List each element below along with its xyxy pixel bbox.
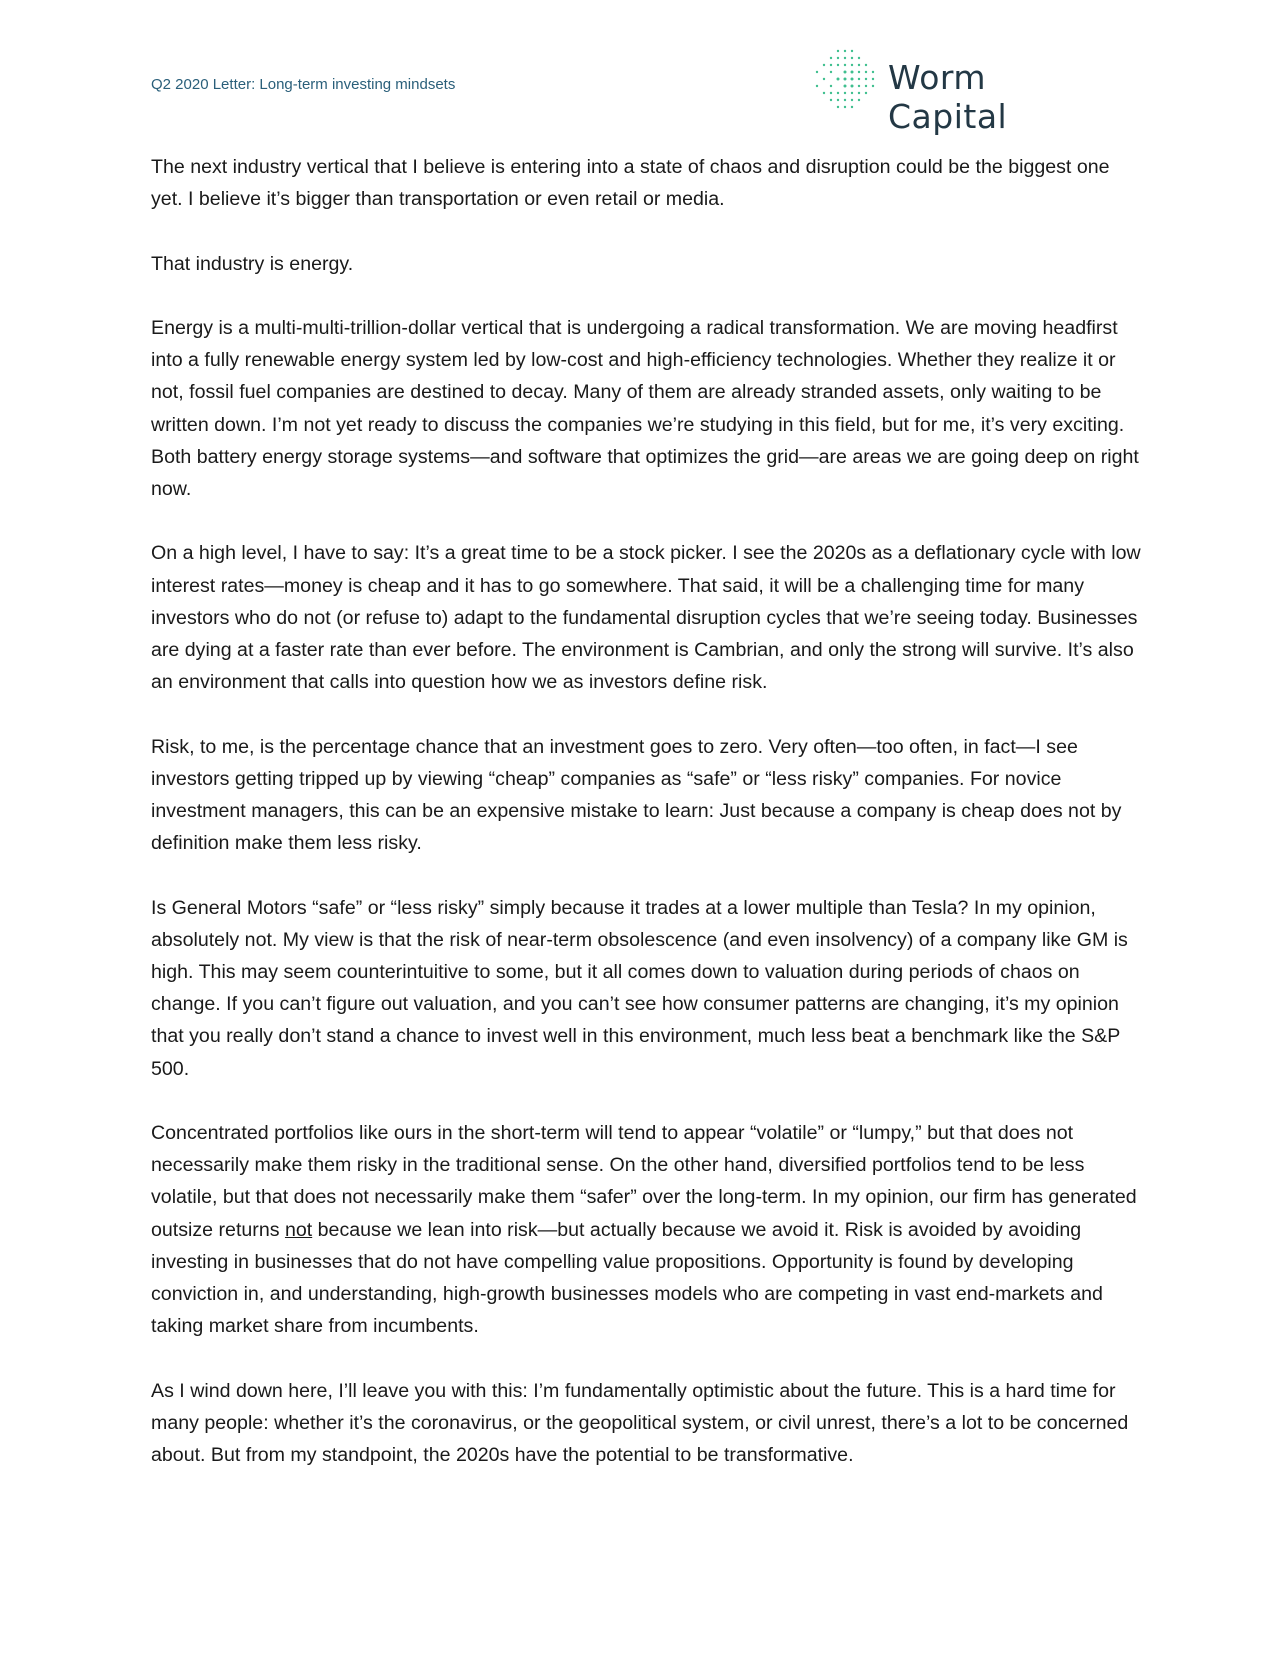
logo-dot	[823, 64, 825, 66]
logo-dot	[837, 92, 839, 94]
logo-dot	[858, 71, 860, 73]
logo-dot	[830, 57, 832, 59]
logo-dot	[872, 85, 874, 87]
logo-dot	[823, 92, 825, 94]
logo-dot	[837, 57, 839, 59]
logo-dot	[823, 78, 825, 80]
logo-dot	[858, 57, 860, 59]
letter-body	[151, 151, 1141, 1503]
logo-dot	[851, 71, 854, 74]
logo-dot	[830, 64, 832, 66]
text-segment: Concentrated portfolios like ours in the short-term will tend to appear “volatile” or “lumpy,” but that does not necessarily make them risky in the traditional sense. On the other hand, diversified portfolios tend to be less volatile, but that does not necessarily make them “safer” over the long-term. In my opinion, our firm has generated outsize returns	[151, 1122, 1137, 1241]
logo-dot	[851, 85, 854, 88]
paragraph-optimistic-future: As I wind down here, I’ll leave you with this: I’m fundamentally optimistic about the future. This is a hard time for many people: whether it’s the coronavirus, or the geopolitical system, or civil unrest, there’s a lot to be concerned about. But from my standpoint, the 2020s have the potential to be transformative.	[151, 1379, 1129, 1467]
underlined-word: not	[284, 1218, 313, 1241]
logo-dot	[837, 106, 839, 108]
logo-dot	[865, 64, 867, 66]
paragraph-risk-definition: Risk, to me, is the percentage chance that an investment goes to zero. Very often—too often, in fact—I see investors getting tripped up by viewing “cheap” companies as “safe” or “less risky” companies. For novice investment managers, this can be an expensive mistake to learn: Just because a company is cheap does not by definition make them less risky.	[151, 735, 1122, 855]
logo-dot	[851, 78, 854, 81]
logo-dot	[837, 50, 839, 52]
logo-dot	[830, 71, 832, 73]
logo-dot	[816, 85, 818, 87]
logo-dot	[872, 71, 874, 73]
logo-dot	[844, 64, 846, 66]
logo-dot	[830, 92, 832, 94]
text-segment: because we lean into risk—but actually because we avoid it. Risk is avoided by avoiding investing in businesses that do not have compelling value propositions. Opportunity is found by developing conviction in, and understanding, high-growth businesses models who are competing in vast end-markets and taking market share from incumbents.	[151, 1218, 1103, 1338]
logo-dot	[851, 99, 853, 101]
logo-dot	[844, 92, 846, 94]
logo-dot	[865, 78, 867, 80]
dotted-sphere-icon	[812, 46, 878, 112]
paragraph-concentrated-portfolios	[151, 1117, 1141, 1342]
logo-dot	[858, 92, 860, 94]
logo-text: Worm Capital	[888, 58, 1008, 136]
logo-dot	[837, 78, 840, 81]
logo-dot	[830, 85, 832, 87]
logo-dot	[865, 71, 867, 73]
logo-dot	[851, 64, 853, 66]
logo-dot	[837, 99, 839, 101]
document-title: Q2 2020 Letter: Long-term investing mindsets	[151, 76, 456, 93]
logo-dot	[851, 106, 853, 108]
logo-dot	[858, 99, 860, 101]
paragraph-energy-transformation: Energy is a multi-multi-trillion-dollar vertical that is undergoing a radical transformation. We are moving headfirst into a fully renewable energy system led by low-cost and high-efficiency technologies. Whether they realize it or not, fossil fuel companies are destined to decay. Many of them are already stranded assets, only waiting to be written down. I’m not yet ready to discuss the companies we’re studying in this field, but for me, it’s very exciting. Both battery energy storage systems—and software that optimizes the grid—are areas we are going deep on right now.	[151, 316, 1139, 500]
logo-dot	[872, 78, 874, 80]
logo-dot	[844, 57, 846, 59]
logo-dot	[816, 71, 818, 73]
paragraph-next-industry: The next industry vertical that I believe is entering into a state of chaos and disruption could be the biggest one yet. I believe it’s bigger than transportation or even retail or media.	[151, 156, 1110, 211]
logo-dot	[844, 71, 847, 74]
logo-dot	[837, 64, 839, 66]
logo-dot	[865, 92, 867, 94]
logo-dot	[851, 50, 853, 52]
paragraph-stock-picker: On a high level, I have to say: It’s a great time to be a stock picker. I see the 2020s as a deflationary cycle with low interest rates—money is cheap and it has to go somewhere. That said, it will be a challenging time for many investors who do not (or refuse to) adapt to the fundamental disruption cycles that we’re seeing today. Businesses are dying at a faster rate than ever before. The environment is Cambrian, and only the strong will survive. It’s also an environment that calls into question how we as investors define risk.	[151, 542, 1141, 694]
logo-dot	[844, 99, 846, 101]
logo-dot	[844, 85, 847, 88]
paragraph-energy-industry: That industry is energy.	[151, 252, 354, 275]
logo-dot	[858, 78, 860, 80]
logo-dot	[844, 106, 846, 108]
logo-dot	[844, 50, 846, 52]
logo-dot	[830, 99, 832, 101]
logo-dot	[865, 85, 867, 87]
logo-dot	[851, 92, 853, 94]
logo-dot	[851, 57, 853, 59]
logo-dot	[858, 64, 860, 66]
logo-dot	[844, 78, 847, 81]
worm-capital-logo	[812, 46, 1112, 136]
logo-dot	[858, 85, 860, 87]
paragraph-general-motors: Is General Motors “safe” or “less risky” simply because it trades at a lower multiple than Tesla? In my opinion, absolutely not. My view is that the risk of near-term obsolescence (and even insolvency) of a company like GM is high. This may seem counterintuitive to some, but it all comes down to valuation during periods of chaos on change. If you can’t figure out valuation, and you can’t see how consumer patterns are changing, it’s my opinion that you really don’t stand a chance to invest well in this environment, much less beat a benchmark like the S&P 500.	[151, 896, 1128, 1080]
